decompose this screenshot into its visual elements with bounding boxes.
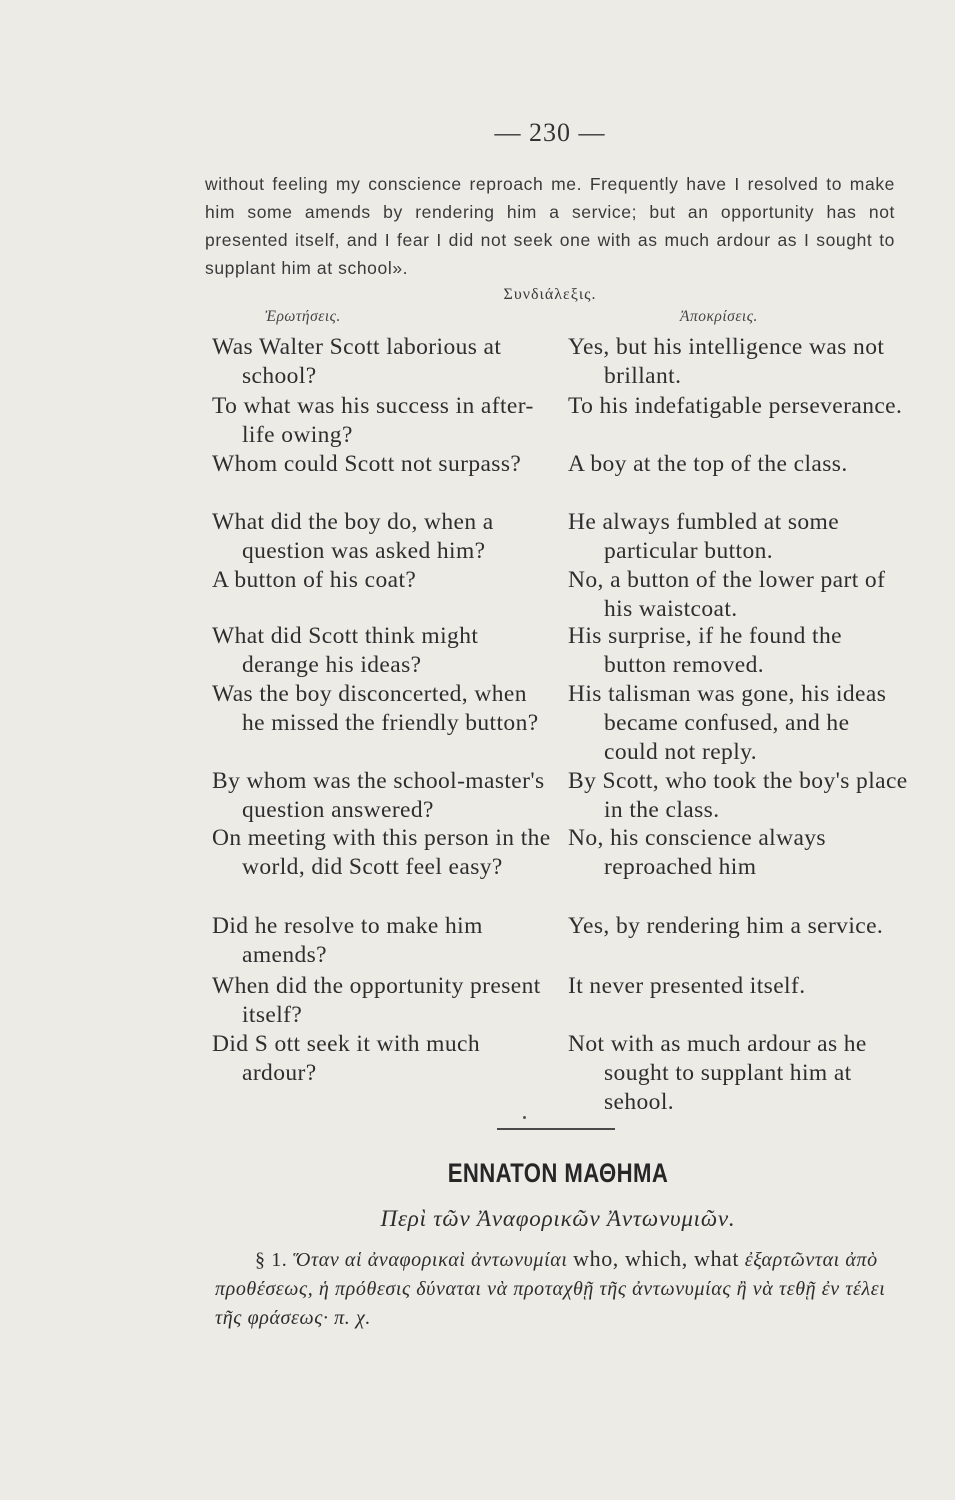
answer: Not with as much ardour as he sought to supplant him at sehool. — [568, 1031, 867, 1115]
ornament-dot — [523, 1116, 526, 1119]
question: By whom was the school-master's question answered? — [212, 768, 545, 823]
answers-label: Ἀποκρίσεις. — [680, 308, 758, 325]
question: Whom could Scott not surpass? — [212, 451, 522, 477]
question: Was Walter Scott laborious at school? — [212, 334, 502, 389]
answer: He always fumbled at some particular button. — [568, 509, 840, 564]
question: What did Scott think might derange his ideas? — [212, 623, 479, 678]
answer: His talisman was gone, his ideas became confused, and he could not reply. — [568, 681, 887, 765]
answer: Yes, but his intelligence was not brillant. — [568, 334, 885, 389]
paragraph-english-words: who, which, what — [573, 1246, 740, 1271]
answer: No, his conscience always reproached him — [568, 825, 826, 880]
paragraph-text-greek: Ὅταν αἱ ἀναφορικαὶ ἀντωνυμίαι — [293, 1249, 568, 1271]
lesson-paragraph — [215, 1244, 905, 1333]
lesson-title: ΕΝΝΑΤΟΝ ΜΑΘΗΜΑ — [447, 1158, 669, 1188]
question: When did the opportunity present itself? — [212, 973, 541, 1028]
answer: Yes, by rendering him a service. — [568, 913, 884, 939]
paragraph-text-greek-continued: ἐξαρτῶνται ἀπὸ προθέσεως, ἡ πρόθεσις δύναται νὰ προταχθῇ τῆς ἀντωνυμίας ἢ νὰ τεθῇ ἐν τέλει τῆς φράσεως· π. χ. — [215, 1249, 886, 1329]
question: Did he resolve to make him amends? — [212, 913, 483, 968]
intro-text: without feeling my conscience reproach me. Frequently have I resolved to make him some amends by rendering him a service; but an opportunity has not presented itself, and I fear I did not seek one with as much ardour as I sought to supplant him at school». — [205, 174, 895, 278]
intro-paragraph — [205, 170, 895, 282]
dialogue-heading: Συνδιάλεξις. — [503, 286, 597, 303]
answer: It never presented itself. — [568, 973, 806, 999]
question: What did the boy do, when a question was asked him? — [212, 509, 494, 564]
section-mark: § 1. — [255, 1249, 288, 1271]
answer: A boy at the top of the class. — [568, 451, 848, 477]
answer: His surprise, if he found the button removed. — [568, 623, 842, 678]
page-number: — 230 — — [494, 118, 606, 147]
question: To what was his success in after-life owing? — [212, 393, 534, 448]
question: On meeting with this person in the world, did Scott feel easy? — [212, 825, 551, 880]
section-divider — [497, 1128, 615, 1130]
questions-label: Ἐρωτήσεις. — [265, 308, 341, 325]
answer: By Scott, who took the boy's place in the class. — [568, 768, 908, 823]
question: A button of his coat? — [212, 567, 417, 593]
question: Was the boy disconcerted, when he missed the friendly button? — [212, 681, 539, 736]
answer: No, a button of the lower part of his waistcoat. — [568, 567, 886, 622]
lesson-subtitle: Περὶ τῶν Ἀναφορικῶν Ἀντωνυμιῶν. — [380, 1206, 736, 1231]
question: Did S ott seek it with much ardour? — [212, 1031, 480, 1086]
answer: To his indefatigable perseverance. — [568, 393, 903, 419]
